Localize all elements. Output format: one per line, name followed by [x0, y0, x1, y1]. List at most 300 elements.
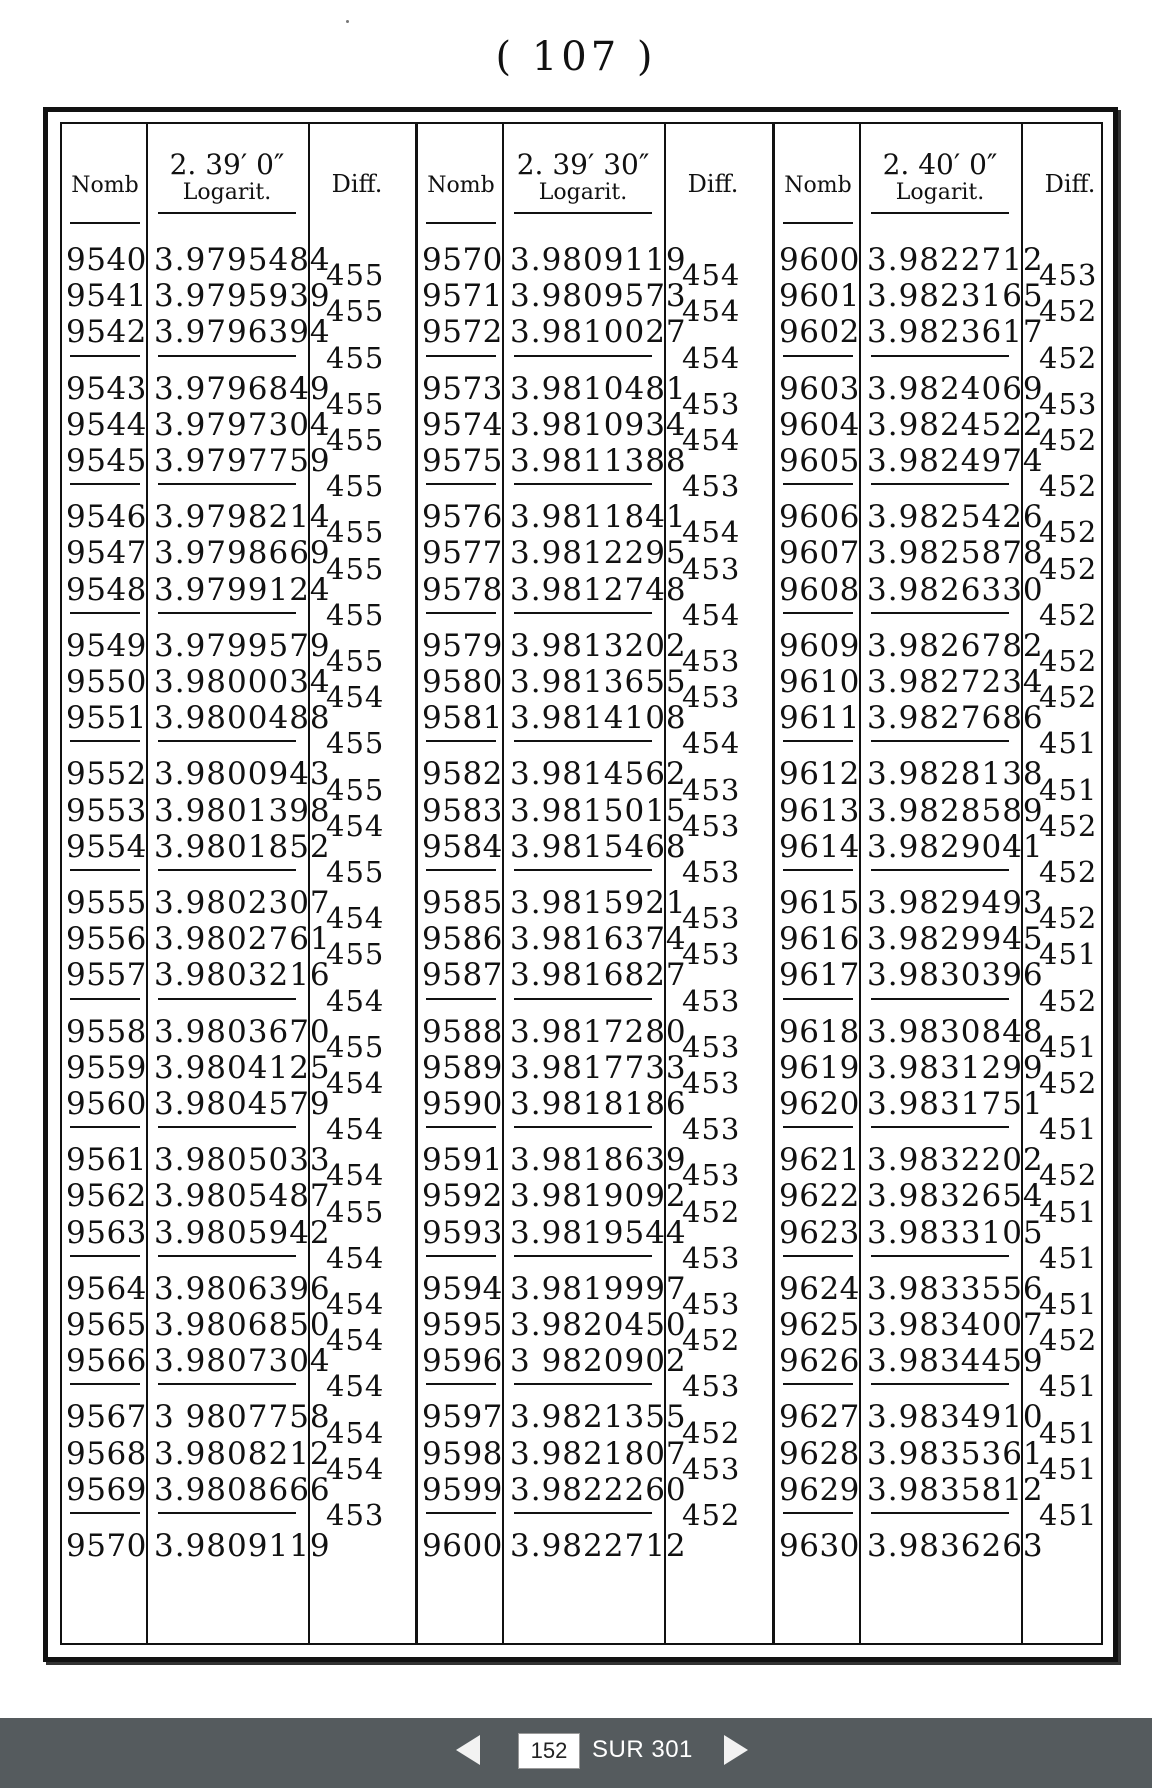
logarithm-cell: 3.9817280	[510, 1013, 687, 1050]
logarithm-cell: 3.9811841	[510, 499, 687, 536]
logarithm-cell: 3.9812748	[510, 571, 687, 608]
difference-cell: 454	[326, 680, 385, 715]
nomb-cell: 9622	[779, 1178, 860, 1215]
logarithm-cell: 3.9796394	[154, 314, 331, 351]
logarithm-cell: 3 9820902	[510, 1343, 687, 1380]
nomb-cell: 9629	[779, 1471, 860, 1508]
nomb-cell: 9589	[422, 1049, 503, 1086]
nomb-cell: 9603	[779, 370, 860, 407]
group-rule	[514, 612, 652, 614]
nomb-cell: 9562	[66, 1178, 147, 1215]
difference-cell: 451	[1039, 726, 1098, 761]
nomb-cell: 9568	[66, 1435, 147, 1472]
group-rule	[514, 1383, 652, 1385]
group-rule	[783, 1383, 853, 1385]
logarithm-cell: 3 9807758	[154, 1399, 331, 1436]
column-header-nomb: Nomb	[784, 173, 852, 198]
difference-cell: 454	[326, 1323, 385, 1358]
group-rule	[783, 1255, 853, 1257]
logarithm-cell: 3.9831299	[867, 1049, 1044, 1086]
logarithm-cell: 3.9823617	[867, 314, 1044, 351]
page-total-label: SUR 301	[592, 1736, 693, 1763]
nomb-cell: 9542	[66, 314, 147, 351]
speck	[346, 20, 349, 23]
page-number-input[interactable]: 152	[518, 1733, 580, 1769]
group-rule	[514, 483, 652, 485]
nomb-cell: 9541	[66, 278, 147, 315]
difference-cell: 451	[1039, 1415, 1098, 1450]
nomb-cell: 9584	[422, 828, 503, 865]
nomb-cell: 9606	[779, 499, 860, 536]
nomb-cell: 9561	[66, 1142, 147, 1179]
difference-cell: 453	[682, 643, 741, 678]
difference-cell: 455	[326, 937, 385, 972]
logarithm-cell: 3.9832654	[867, 1178, 1044, 1215]
difference-cell: 455	[326, 515, 385, 550]
difference-cell: 454	[682, 422, 741, 457]
group-rule	[158, 1126, 296, 1128]
difference-cell: 453	[682, 983, 741, 1018]
difference-cell: 455	[326, 258, 385, 293]
nomb-cell: 9601	[779, 278, 860, 315]
nomb-cell: 9605	[779, 443, 860, 479]
difference-cell: 455	[326, 597, 385, 632]
group-rule	[70, 612, 140, 614]
nomb-cell: 9624	[779, 1270, 860, 1307]
table-body	[60, 122, 1103, 1645]
group-rule	[158, 869, 296, 871]
group-rule	[158, 740, 296, 742]
column-header-logarit	[148, 150, 306, 204]
difference-cell: 452	[682, 1323, 741, 1358]
nomb-cell: 9546	[66, 499, 147, 536]
nomb-cell: 9597	[422, 1399, 503, 1436]
logarithm-cell: 3.9829041	[867, 828, 1044, 865]
nomb-cell: 9554	[66, 828, 147, 865]
logarithm-cell: 3.9805942	[154, 1214, 331, 1251]
logarithm-cell: 3.9822260	[510, 1471, 687, 1508]
logarithm-cell: 3.9834910	[867, 1399, 1044, 1436]
difference-cell: 455	[326, 643, 385, 678]
nomb-cell: 9580	[422, 664, 503, 700]
logarithm-cell: 3.9797759	[154, 443, 331, 479]
group-rule	[871, 355, 1009, 357]
column-header-diff: Diff.	[687, 170, 739, 198]
difference-cell: 455	[326, 726, 385, 761]
header-angle: 2. 40′ 0″	[882, 148, 998, 181]
logarithm-cell: 3.9801398	[154, 792, 331, 829]
logarithm-cell: 3.9834459	[867, 1343, 1044, 1380]
difference-cell: 451	[1039, 1451, 1098, 1486]
logarithm-cell: 3.9803670	[154, 1013, 331, 1050]
nomb-cell: 9619	[779, 1049, 860, 1086]
nomb-cell: 9567	[66, 1399, 147, 1436]
nomb-cell: 9587	[422, 957, 503, 994]
nomb-cell: 9564	[66, 1270, 147, 1307]
logarithm-cell: 3.9806396	[154, 1270, 331, 1307]
nomb-cell: 9585	[422, 885, 503, 921]
difference-cell: 453	[682, 772, 741, 807]
column-header-diff: Diff.	[1044, 170, 1096, 198]
header-angle: 2. 39′ 30″	[516, 148, 650, 181]
nomb-cell: 9590	[422, 1086, 503, 1122]
difference-cell: 455	[326, 469, 385, 504]
group-rule	[871, 740, 1009, 742]
logarithm-cell: 3.9829493	[867, 885, 1044, 921]
nomb-cell: 9613	[779, 792, 860, 829]
logarithm-cell: 3.9821355	[510, 1399, 687, 1436]
group-rule	[871, 1255, 1009, 1257]
logarithm-cell: 3.9824974	[867, 443, 1044, 479]
nomb-cell: 9570	[66, 1528, 147, 1564]
logarithm-cell: 3.9822712	[867, 242, 1044, 278]
difference-cell: 452	[682, 1194, 741, 1229]
nomb-cell: 9615	[779, 885, 860, 921]
header-rule	[426, 222, 496, 224]
difference-cell: 455	[326, 854, 385, 889]
difference-cell: 453	[682, 901, 741, 936]
difference-cell: 455	[326, 386, 385, 421]
logarithm-cell: 3.9802307	[154, 885, 331, 921]
nomb-cell: 9595	[422, 1307, 503, 1343]
logarithm-cell: 3.9795939	[154, 278, 331, 315]
difference-cell: 452	[1039, 808, 1098, 843]
logarithm-cell: 3.9831751	[867, 1086, 1044, 1122]
logarithm-cell: 3.9830848	[867, 1013, 1044, 1050]
logarithm-cell: 3.9824069	[867, 370, 1044, 407]
group-rule	[426, 869, 496, 871]
group-rule	[783, 998, 853, 1000]
difference-cell: 452	[1039, 551, 1098, 586]
nomb-cell: 9560	[66, 1086, 147, 1122]
header-logarit-label: Logarit.	[182, 180, 272, 206]
difference-cell: 451	[1039, 1112, 1098, 1147]
logarithm-cell: 3.9804579	[154, 1086, 331, 1122]
logarithm-cell: 3.9826330	[867, 571, 1044, 608]
difference-cell: 454	[682, 597, 741, 632]
difference-cell: 454	[682, 515, 741, 550]
nomb-cell: 9611	[779, 700, 860, 737]
group-rule	[426, 1126, 496, 1128]
difference-cell: 452	[1039, 901, 1098, 936]
logarithm-cell: 3.9807304	[154, 1343, 331, 1380]
logarithm-cell: 3.9801852	[154, 828, 331, 865]
difference-cell: 454	[326, 1240, 385, 1275]
difference-cell: 452	[1039, 1158, 1098, 1193]
difference-cell: 451	[1039, 1369, 1098, 1404]
logarithm-cell: 3.9819544	[510, 1214, 687, 1251]
nomb-cell: 9572	[422, 314, 503, 351]
logarithm-cell: 3.9809573	[510, 278, 687, 315]
group-rule	[426, 1512, 496, 1514]
logarithm-cell: 3.9822712	[510, 1528, 687, 1564]
column-header-diff: Diff.	[331, 170, 383, 198]
group-rule	[783, 483, 853, 485]
nomb-cell: 9617	[779, 957, 860, 994]
nomb-cell: 9600	[422, 1528, 503, 1564]
difference-cell: 452	[682, 1415, 741, 1450]
group-rule	[783, 612, 853, 614]
group-rule	[158, 1383, 296, 1385]
logarithm-cell: 3.9836263	[867, 1528, 1044, 1564]
logarithm-cell: 3.9832202	[867, 1142, 1044, 1179]
logarithm-cell: 3.9815921	[510, 885, 687, 921]
group-rule	[514, 740, 652, 742]
log-table	[43, 107, 1118, 1662]
difference-cell: 452	[1039, 340, 1098, 375]
difference-cell: 453	[682, 937, 741, 972]
difference-cell: 453	[682, 1240, 741, 1275]
logarithm-cell: 3.9809119	[154, 1528, 331, 1564]
group-rule	[783, 1512, 853, 1514]
logarithm-cell: 3.9798669	[154, 535, 331, 572]
nomb-cell: 9618	[779, 1013, 860, 1050]
nomb-cell: 9600	[779, 242, 860, 278]
difference-cell: 454	[326, 1158, 385, 1193]
nomb-cell: 9555	[66, 885, 147, 921]
difference-cell: 454	[326, 808, 385, 843]
logarithm-cell: 3.9826782	[867, 627, 1044, 664]
nomb-cell: 9628	[779, 1435, 860, 1472]
logarithm-cell: 3.9815015	[510, 792, 687, 829]
group-rule	[871, 1383, 1009, 1385]
logarithm-cell: 3.9828138	[867, 756, 1044, 793]
logarithm-cell: 3.9821807	[510, 1435, 687, 1472]
difference-cell: 454	[326, 983, 385, 1018]
nomb-cell: 9556	[66, 921, 147, 958]
group-rule	[426, 998, 496, 1000]
group-rule	[70, 869, 140, 871]
header-logarit-label: Logarit.	[895, 180, 985, 206]
difference-cell: 452	[682, 1497, 741, 1532]
table-section	[772, 124, 1101, 1643]
nomb-cell: 9608	[779, 571, 860, 608]
logarithm-cell: 3.9833556	[867, 1270, 1044, 1307]
logarithm-cell: 3.9795484	[154, 242, 331, 278]
nomb-cell: 9552	[66, 756, 147, 793]
difference-cell: 453	[682, 680, 741, 715]
difference-cell: 453	[682, 1029, 741, 1064]
difference-cell: 453	[682, 1451, 741, 1486]
logarithm-cell: 3.9817733	[510, 1049, 687, 1086]
difference-cell: 453	[682, 1065, 741, 1100]
group-rule	[783, 1126, 853, 1128]
nomb-cell: 9548	[66, 571, 147, 608]
logarithm-cell: 3.9825878	[867, 535, 1044, 572]
group-rule	[514, 1512, 652, 1514]
table-section	[415, 124, 775, 1643]
difference-cell: 452	[1039, 1065, 1098, 1100]
difference-cell: 455	[326, 294, 385, 329]
nomb-cell: 9594	[422, 1270, 503, 1307]
logarithm-cell: 3.9828589	[867, 792, 1044, 829]
difference-cell: 454	[326, 1415, 385, 1450]
logarithm-cell: 3.9813655	[510, 664, 687, 700]
group-rule	[70, 1126, 140, 1128]
logarithm-cell: 3.9833105	[867, 1214, 1044, 1251]
logarithm-cell: 3.9814562	[510, 756, 687, 793]
difference-cell: 453	[682, 1369, 741, 1404]
logarithm-cell: 3.9827686	[867, 700, 1044, 737]
nomb-cell: 9579	[422, 627, 503, 664]
group-rule	[514, 998, 652, 1000]
logarithm-cell: 3.9835361	[867, 1435, 1044, 1472]
group-rule	[426, 483, 496, 485]
column-header-nomb: Nomb	[427, 173, 495, 198]
logarithm-cell: 3.9816374	[510, 921, 687, 958]
header-rule	[514, 212, 652, 214]
nomb-cell: 9578	[422, 571, 503, 608]
difference-cell: 452	[1039, 680, 1098, 715]
group-rule	[70, 483, 140, 485]
nomb-cell: 9614	[779, 828, 860, 865]
logarithm-cell: 3.9818639	[510, 1142, 687, 1179]
nomb-cell: 9582	[422, 756, 503, 793]
nomb-cell: 9598	[422, 1435, 503, 1472]
nomb-cell: 9604	[779, 406, 860, 443]
difference-cell: 454	[326, 1369, 385, 1404]
logarithm-cell: 3.9825426	[867, 499, 1044, 536]
header-angle: 2. 39′ 0″	[169, 148, 285, 181]
nomb-cell: 9573	[422, 370, 503, 407]
group-rule	[514, 1255, 652, 1257]
logarithm-cell: 3.9810934	[510, 406, 687, 443]
nomb-cell: 9630	[779, 1528, 860, 1564]
group-rule	[426, 612, 496, 614]
nomb-cell: 9540	[66, 242, 147, 278]
group-rule	[70, 1255, 140, 1257]
group-rule	[871, 612, 1009, 614]
logarithm-cell: 3.9796849	[154, 370, 331, 407]
nomb-cell: 9565	[66, 1307, 147, 1343]
group-rule	[70, 355, 140, 357]
column-header-logarit	[504, 150, 662, 204]
difference-cell: 451	[1039, 1194, 1098, 1229]
group-rule	[426, 1383, 496, 1385]
group-rule	[426, 355, 496, 357]
group-rule	[783, 740, 853, 742]
nomb-cell: 9616	[779, 921, 860, 958]
group-rule	[70, 998, 140, 1000]
difference-cell: 454	[326, 1112, 385, 1147]
nomb-cell: 9557	[66, 957, 147, 994]
nomb-cell: 9566	[66, 1343, 147, 1380]
nomb-cell: 9593	[422, 1214, 503, 1251]
triangle-right-icon[interactable]	[724, 1735, 748, 1765]
logarithm-cell: 3.9824522	[867, 406, 1044, 443]
group-rule	[514, 355, 652, 357]
difference-cell: 452	[1039, 597, 1098, 632]
nomb-cell: 9620	[779, 1086, 860, 1122]
nomb-cell: 9544	[66, 406, 147, 443]
logarithm-cell: 3.9810027	[510, 314, 687, 351]
nomb-cell: 9621	[779, 1142, 860, 1179]
viewer-toolbar	[0, 1718, 1152, 1788]
difference-cell: 453	[682, 1112, 741, 1147]
nomb-cell: 9549	[66, 627, 147, 664]
logarithm-cell: 3.9800034	[154, 664, 331, 700]
group-rule	[70, 740, 140, 742]
group-rule	[158, 355, 296, 357]
logarithm-cell: 3.9803216	[154, 957, 331, 994]
group-rule	[871, 1512, 1009, 1514]
difference-cell: 455	[326, 1029, 385, 1064]
nomb-cell: 9570	[422, 242, 503, 278]
nomb-cell: 9588	[422, 1013, 503, 1050]
logarithm-cell: 3.9809119	[510, 242, 687, 278]
difference-cell: 451	[1039, 1497, 1098, 1532]
logarithm-cell: 3.9813202	[510, 627, 687, 664]
difference-cell: 454	[326, 1451, 385, 1486]
logarithm-cell: 3.9805487	[154, 1178, 331, 1215]
difference-cell: 453	[682, 469, 741, 504]
page-number: ( 107 )	[495, 34, 657, 80]
difference-cell: 452	[1039, 643, 1098, 678]
nomb-cell: 9547	[66, 535, 147, 572]
nomb-cell: 9550	[66, 664, 147, 700]
difference-cell: 455	[326, 340, 385, 375]
difference-cell: 452	[1039, 515, 1098, 550]
difference-cell: 453	[682, 386, 741, 421]
logarithm-cell: 3.9802761	[154, 921, 331, 958]
logarithm-cell: 3.9835812	[867, 1471, 1044, 1508]
logarithm-cell: 3.9830396	[867, 957, 1044, 994]
nomb-cell: 9569	[66, 1471, 147, 1508]
logarithm-cell: 3.9799124	[154, 571, 331, 608]
triangle-left-icon[interactable]	[456, 1735, 480, 1765]
difference-cell: 452	[1039, 469, 1098, 504]
group-rule	[158, 1255, 296, 1257]
logarithm-cell: 3.9829945	[867, 921, 1044, 958]
nomb-cell: 9623	[779, 1214, 860, 1251]
logarithm-cell: 3.9812295	[510, 535, 687, 572]
nomb-cell: 9596	[422, 1343, 503, 1380]
nomb-cell: 9559	[66, 1049, 147, 1086]
difference-cell: 451	[1039, 937, 1098, 972]
difference-cell: 451	[1039, 772, 1098, 807]
group-rule	[871, 483, 1009, 485]
difference-cell: 452	[1039, 983, 1098, 1018]
difference-cell: 454	[326, 1065, 385, 1100]
logarithm-cell: 3.9827234	[867, 664, 1044, 700]
nomb-cell: 9625	[779, 1307, 860, 1343]
logarithm-cell: 3.9799579	[154, 627, 331, 664]
group-rule	[514, 869, 652, 871]
logarithm-cell: 3.9815468	[510, 828, 687, 865]
logarithm-cell: 3.9816827	[510, 957, 687, 994]
nomb-cell: 9586	[422, 921, 503, 958]
difference-cell: 451	[1039, 1029, 1098, 1064]
group-rule	[783, 355, 853, 357]
difference-cell: 453	[682, 1158, 741, 1193]
group-rule	[514, 1126, 652, 1128]
difference-cell: 452	[1039, 294, 1098, 329]
difference-cell: 454	[682, 726, 741, 761]
nomb-cell: 9599	[422, 1471, 503, 1508]
nomb-cell: 9607	[779, 535, 860, 572]
nomb-cell: 9610	[779, 664, 860, 700]
nomb-cell: 9551	[66, 700, 147, 737]
nomb-cell: 9575	[422, 443, 503, 479]
difference-cell: 455	[326, 1194, 385, 1229]
difference-cell: 454	[326, 1286, 385, 1321]
difference-cell: 454	[682, 294, 741, 329]
table-section	[62, 124, 415, 1643]
group-rule	[871, 998, 1009, 1000]
logarithm-cell: 3.9797304	[154, 406, 331, 443]
group-rule	[426, 1255, 496, 1257]
group-rule	[158, 998, 296, 1000]
